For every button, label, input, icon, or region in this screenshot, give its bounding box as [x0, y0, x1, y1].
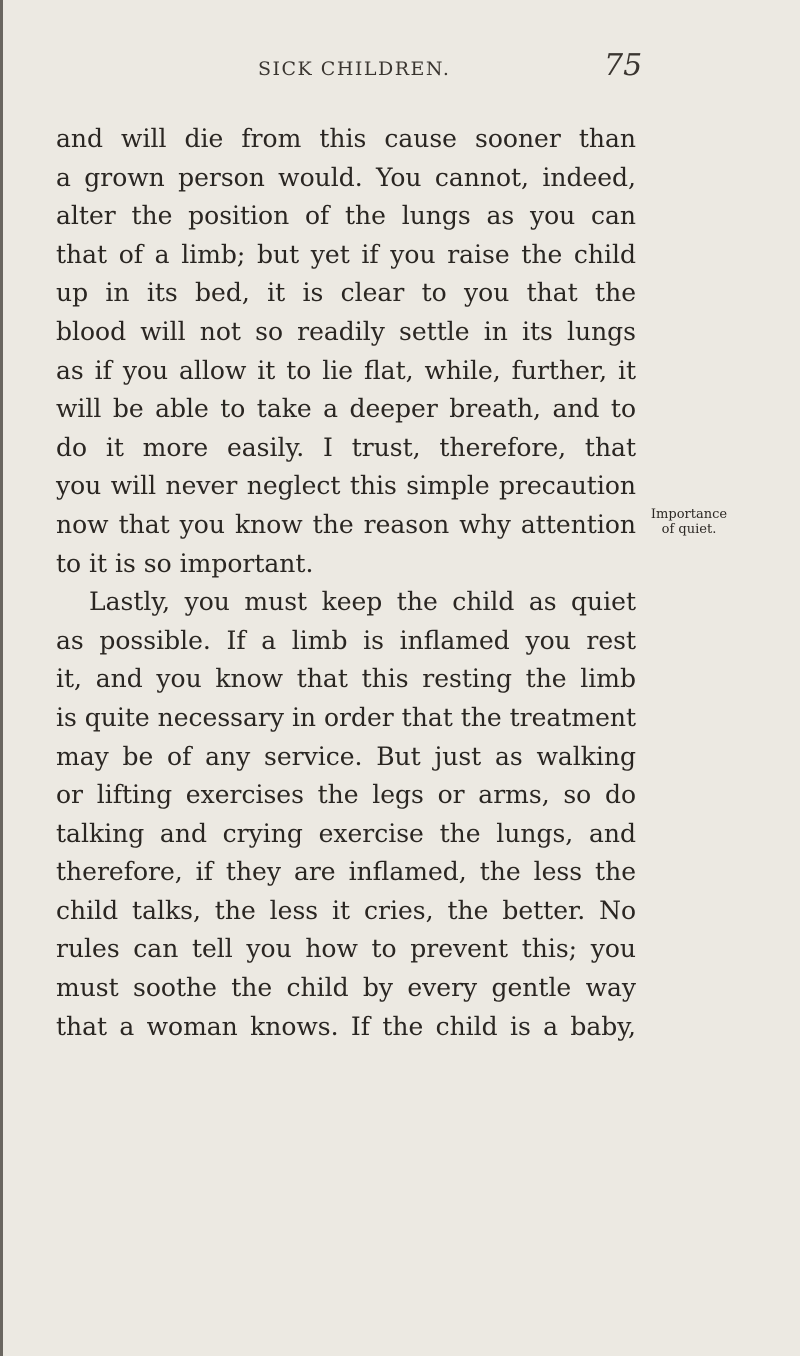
text-line: that of a limb; but yet if you raise the child	[56, 239, 636, 269]
text-line: a grown person would. You cannot, indeed,	[56, 162, 636, 192]
text-line: up in its bed, it is clear to you that the	[56, 278, 636, 308]
text-line: and will die from this cause sooner than	[56, 124, 636, 153]
text-line: do it more easily. I trust, therefore, that	[56, 432, 636, 462]
text-line: that a woman knows. If the child is a baby,	[56, 1011, 636, 1041]
text-line: may be of any service. But just as walking	[56, 741, 636, 771]
text-line: must soothe the child by every gentle way	[56, 973, 636, 1003]
text-line: rules can tell you how to prevent this; you	[56, 934, 636, 964]
text-line: or lifting exercises the legs or arms, so do	[56, 780, 636, 810]
text-line: child talks, the less it cries, the better. No	[56, 895, 636, 925]
text-line: blood will not so readily settle in its lungs	[56, 316, 636, 346]
text-line: it, and you know that this resting the limb	[56, 664, 636, 694]
text-line: to it is so important.	[56, 548, 314, 578]
text-line: as if you allow it to lie flat, while, further, it	[56, 355, 636, 385]
text-line: talking and crying exercise the lungs, and	[56, 818, 636, 848]
page-edge	[0, 0, 3, 1356]
margin-note-line: of quiet.	[661, 522, 717, 537]
text-line: therefore, if they are inflamed, the less the	[56, 857, 636, 887]
text-line: is quite necessary in order that the treatment	[56, 702, 637, 732]
text-line: you will never neglect this simple precaution	[56, 471, 636, 501]
margin-note-line: Importance	[650, 507, 728, 522]
text-line: now that you know the reason why attention	[56, 509, 636, 539]
body-text	[56, 120, 636, 1046]
text-line: will be able to take a deeper breath, and to	[56, 394, 636, 424]
text-line: alter the position of the lungs as you can	[56, 201, 636, 231]
running-title: SICK CHILDREN.	[258, 58, 451, 80]
margin-note	[649, 507, 729, 537]
page-number: 75	[604, 48, 643, 83]
paragraph-start-line: Lastly, you must keep the child as quiet	[89, 587, 636, 617]
text-line: as possible. If a limb is inflamed you rest	[56, 625, 636, 655]
